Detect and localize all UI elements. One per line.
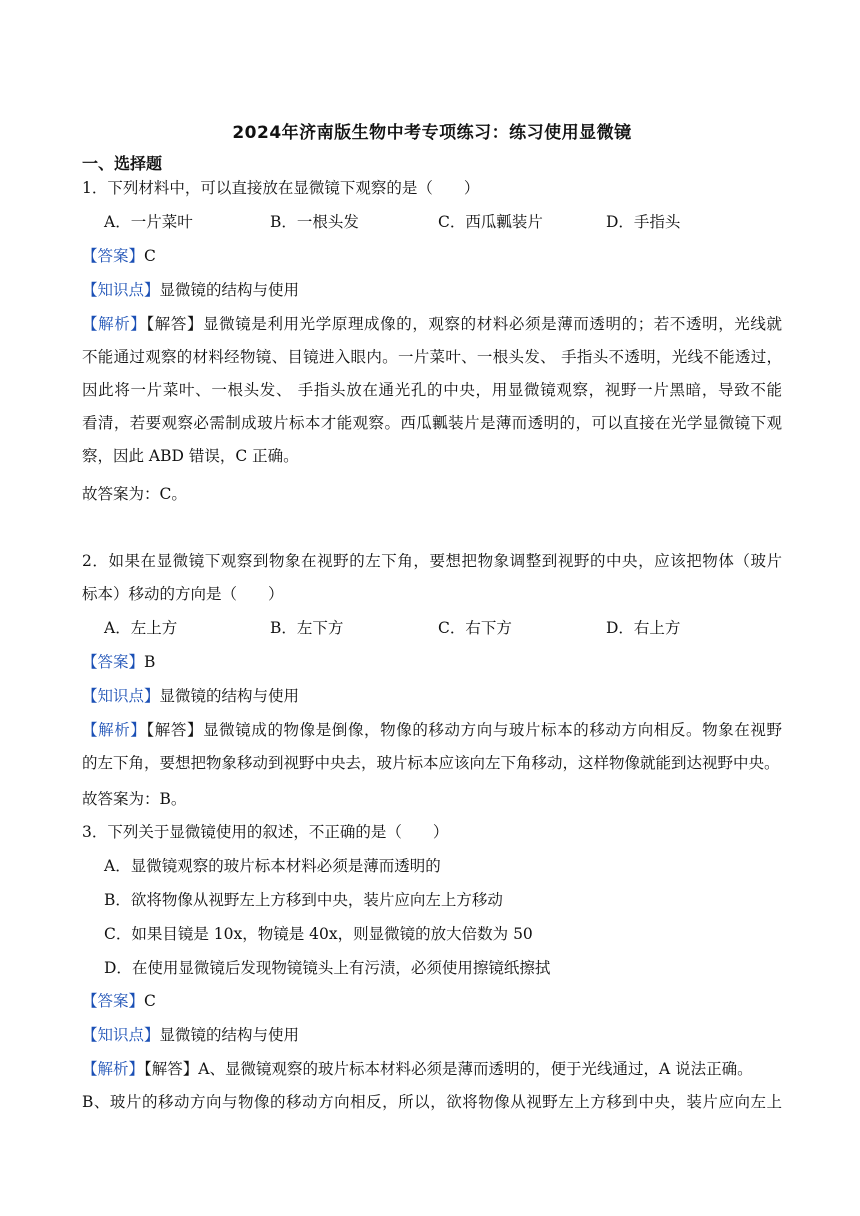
q2-knowledge: 显微镜的结构与使用 <box>159 687 300 705</box>
analysis-tag: 【解析】 <box>82 721 147 739</box>
q1-analysis <box>82 308 782 473</box>
q2-stem <box>82 545 782 611</box>
q1-option-d: D．手指头 <box>606 213 681 231</box>
section-heading: 一、选择题 <box>82 154 163 173</box>
q3-knowledge-line <box>82 1025 299 1045</box>
q2-option-c: C．右下方 <box>438 619 512 637</box>
q3-stem: 3．下列关于显微镜使用的叙述，不正确的是（ ） <box>82 823 449 841</box>
q1-analysis-text-1: 显微镜是利用光学原理成像的，观察的材料必须是薄而透明的；若不透明，光线就 <box>203 315 782 333</box>
q2-option-d: D．右上方 <box>606 619 681 637</box>
solution-tag: 【解答】 <box>144 1060 199 1078</box>
q3-option-c: C．如果目镜是 10x，物镜是 40x，则显微镜的放大倍数为 50 <box>104 925 533 943</box>
solution-tag: 【解答】 <box>146 315 204 333</box>
document-title: 2024年济南版生物中考专项练习：练习使用显微镜 <box>232 123 632 143</box>
answer-tag: 【答案】 <box>82 992 145 1010</box>
q3-analysis-text-1: A、显微镜观察的玻片标本材料必须是薄而透明的，便于光线通过，A 说法正确。 <box>198 1060 753 1078</box>
answer-tag: 【答案】 <box>82 247 145 265</box>
q1-option-c: C．西瓜瓤装片 <box>438 213 543 231</box>
knowledge-tag: 【知识点】 <box>82 687 160 705</box>
q2-conclusion: 故答案为：B。 <box>82 790 187 808</box>
q1-knowledge: 显微镜的结构与使用 <box>159 281 300 299</box>
q3-analysis <box>82 1053 782 1119</box>
q1-option-b: B．一根头发 <box>270 213 359 231</box>
q1-analysis-line-4: 看清，若要观察必需制成玻片标本才能观察。西瓜瓤装片是薄而透明的，可以直接在光学显微镜下观 <box>82 414 782 432</box>
q3-option-d: D．在使用显微镜后发现物镜镜头上有污渍，必须使用擦镜纸擦拭 <box>104 959 551 977</box>
q2-answer: B <box>144 653 156 671</box>
q3-analysis-line-1 <box>82 1053 782 1086</box>
q1-answer: C <box>144 247 156 265</box>
q1-conclusion: 故答案为：C。 <box>82 485 187 503</box>
q1-analysis-line-1 <box>82 308 782 341</box>
q2-stem-line-2: 标本）移动的方向是（ ） <box>82 585 284 603</box>
q1-analysis-line-2: 不能通过观察的材料经物镜、目镜进入眼内。一片菜叶、一根头发、 手指头不透明，光线不能透过， <box>82 348 782 366</box>
q3-answer-line <box>82 991 156 1011</box>
q3-knowledge: 显微镜的结构与使用 <box>159 1026 300 1044</box>
q2-analysis-text-1: 显微镜成的物像是倒像，物像的移动方向与玻片标本的移动方向相反。物象在视野 <box>203 721 782 739</box>
knowledge-tag: 【知识点】 <box>82 281 160 299</box>
q3-option-b: B．欲将物像从视野左上方移到中央，装片应向左上方移动 <box>104 891 503 909</box>
q2-analysis-line-1 <box>82 714 782 747</box>
q2-option-b: B．左下方 <box>270 619 344 637</box>
solution-tag: 【解答】 <box>146 721 204 739</box>
q1-option-a: A．一片菜叶 <box>104 213 193 231</box>
q2-analysis <box>82 714 782 780</box>
q3-option-a: A．显微镜观察的玻片标本材料必须是薄而透明的 <box>104 857 441 875</box>
q2-option-a: A．左上方 <box>104 619 178 637</box>
q1-stem: 1．下列材料中，可以直接放在显微镜下观察的是（ ） <box>82 179 480 197</box>
analysis-tag: 【解析】 <box>82 1060 145 1078</box>
q1-answer-line <box>82 246 156 266</box>
q3-analysis-line-2: B、玻片的移动方向与物像的移动方向相反，所以，欲将物像从视野左上方移到中央，装片应向左上 <box>82 1093 782 1111</box>
q3-answer: C <box>144 992 156 1010</box>
q1-analysis-line-5: 察，因此 ABD 错误，C 正确。 <box>82 447 299 465</box>
answer-tag: 【答案】 <box>82 653 145 671</box>
q1-knowledge-line <box>82 280 299 300</box>
knowledge-tag: 【知识点】 <box>82 1026 160 1044</box>
analysis-tag: 【解析】 <box>82 315 147 333</box>
q2-knowledge-line <box>82 686 299 706</box>
q2-analysis-line-2: 的左下角，要想把物象移动到视野中央去，玻片标本应该向左下角移动，这样物像就能到达视野中央。 <box>82 754 780 772</box>
q1-analysis-line-3: 因此将一片菜叶、一根头发、 手指头放在通光孔的中央，用显微镜观察，视野一片黑暗，导致不能 <box>82 381 782 399</box>
q2-answer-line <box>82 652 155 672</box>
q2-stem-line-1: 2．如果在显微镜下观察到物象在视野的左下角，要想把物象调整到视野的中央，应该把物体（玻片 <box>82 552 782 570</box>
